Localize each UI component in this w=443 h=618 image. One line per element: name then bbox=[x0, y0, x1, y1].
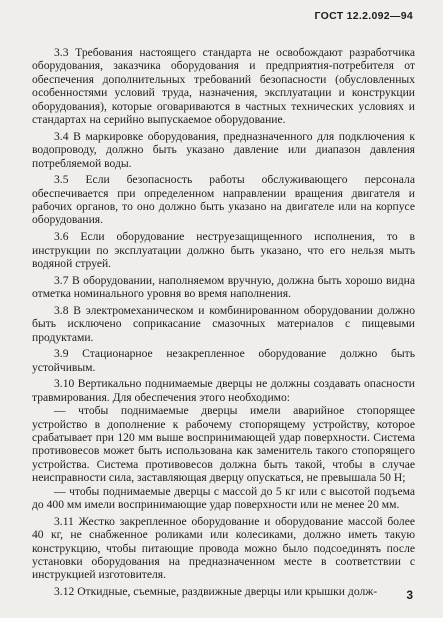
paragraph-3-7: 3.7 В оборудовании, наполняемом вручную, должна быть хорошо видна отметка номинального уровня во время наполнения. bbox=[32, 273, 415, 301]
paragraph-3-9: 3.9 Стационарное незакрепленное оборудование должно быть устойчивым. bbox=[32, 347, 415, 374]
paragraph-3-10-item-1: — чтобы поднимаемые дверцы имели аварийное стопорящее устройство в дополнение к рабочему стопорящему устройству, которое срабатывает при 120 мм выше воспринимающей удар поверхности. Система противовесов может быть использована как заменитель такого стопорящего устройства. Система противовесов должна быть такой, чтобы в случае неисправности сила, заставляющая дверцу опускаться, не превышала 50 Н; bbox=[32, 404, 415, 485]
body-text bbox=[32, 46, 415, 602]
paragraph-3-5: 3.5 Если безопасность работы обслуживающего персонала обеспечивается при определенном направлении вращения двигателя и рабочих органов, то оно должно быть указано на двигателе или на корпусе оборудования. bbox=[32, 173, 415, 227]
paragraph-3-3: 3.3 Требования настоящего стандарта не освобождают разработчика оборудования, заказчика оборудования и предприятия-потребителя от обеспечения дополнительных требований безопасности (обусловленных особенностями условий труда, назначения, эксплуатации и конструкции оборудования), которые оговариваются в частных технических условиях и стандартах на серийно выпускаемое оборудование. bbox=[32, 46, 415, 127]
paragraph-3-10-item-2: — чтобы поднимаемые дверцы с массой до 5 кг или с высотой подъема до 400 мм имели воспринимающие удар поверхности или не менее 20 мм. bbox=[32, 484, 415, 512]
paragraph-3-12: 3.12 Откидные, съемные, раздвижные дверцы или крышки долж- bbox=[54, 585, 378, 599]
paragraph-3-4: 3.4 В маркировке оборудования, предназначенного для подключения к водопроводу, должно быть указано давление или диапазон давления потребляемой воды. bbox=[32, 129, 415, 170]
paragraph-3-10: 3.10 Вертикально поднимаемые дверцы не должны создавать опасности травмирования. Для обеспечения этого необходимо: bbox=[32, 377, 415, 404]
paragraph-3-6: 3.6 Если оборудование неструезащищенного исполнения, то в инструкции по эксплуатации должно быть указано, что его нельзя мыть водяной струей. bbox=[32, 230, 415, 270]
page-number: 3 bbox=[406, 588, 413, 602]
paragraph-3-11: 3.11 Жестко закрепленное оборудование и оборудование массой более 40 кг, не снабженное роликами или колесиками, должно иметь такую конструкцию, чтобы питающие провода можно было подсоединять после установки оборудования на предназначенном месте в соответствии с инструкцией изготовителя. bbox=[32, 514, 415, 582]
standard-header: ГОСТ 12.2.092—94 bbox=[314, 10, 413, 22]
paragraph-3-8: 3.8 В электромеханическом и комбинированном оборудовании должно быть исключено соприкасание смазочных материалов с пищевыми продуктами. bbox=[32, 303, 415, 344]
